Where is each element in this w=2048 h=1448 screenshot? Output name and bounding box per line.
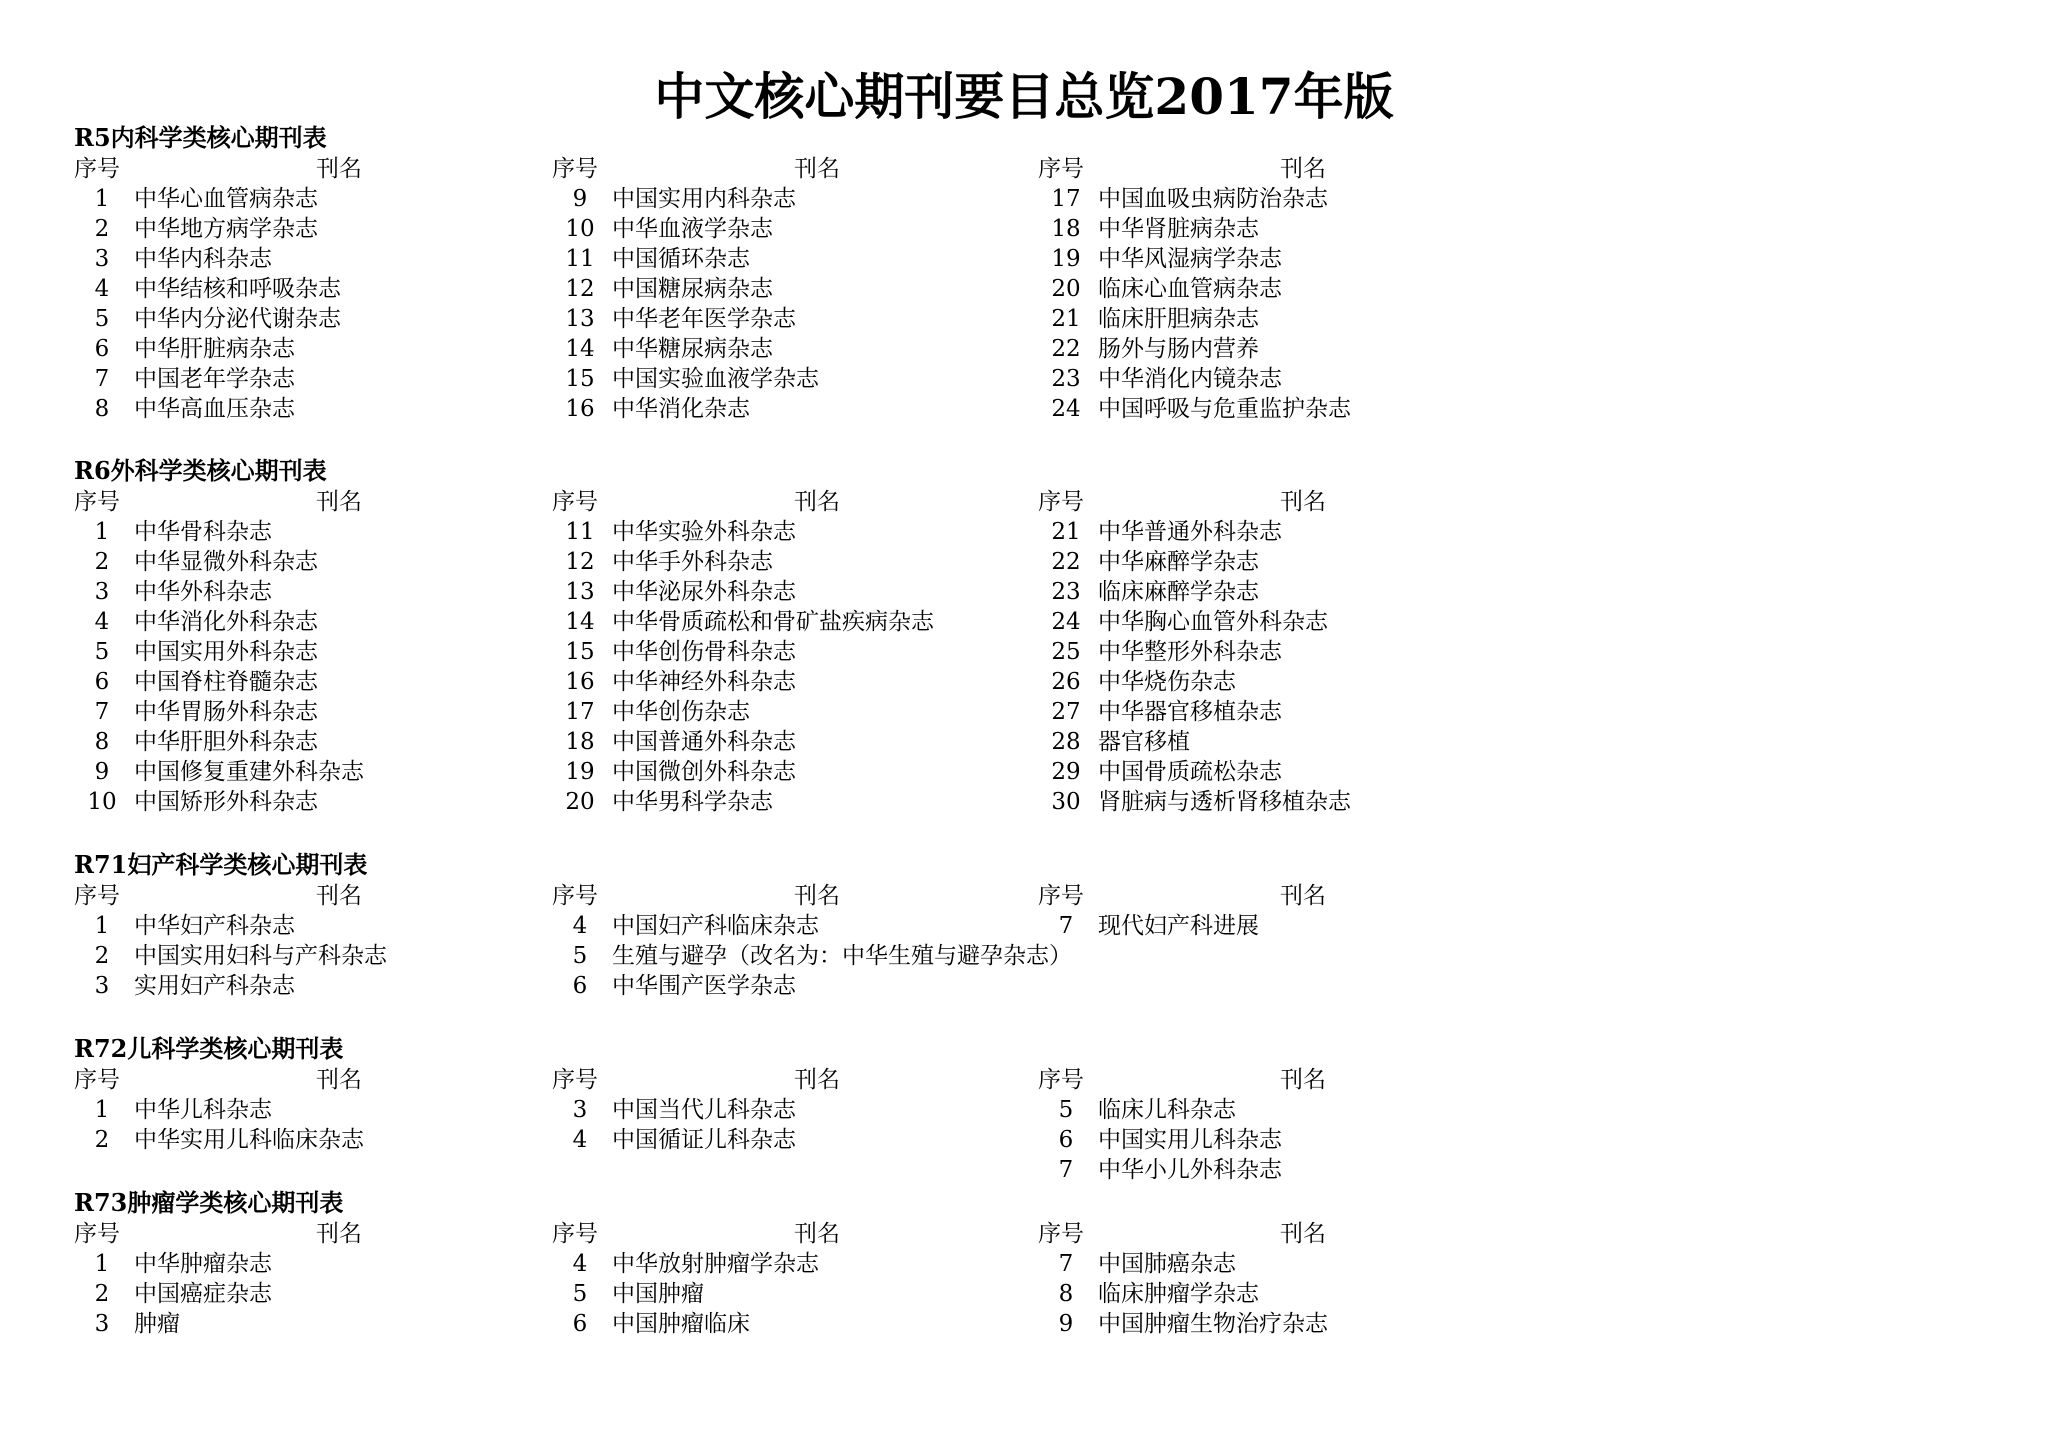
- journal-name: 中华老年医学杂志: [612, 306, 796, 332]
- journal-name: 中华地方病学杂志: [134, 216, 318, 242]
- table-row: [74, 787, 1474, 817]
- header-name: 刊名: [1280, 883, 1326, 909]
- journal-name: 中华内科杂志: [134, 246, 272, 272]
- journal-name: 中华肿瘤杂志: [134, 1251, 272, 1277]
- section: [74, 1033, 1474, 1185]
- journal-number: 22: [1051, 336, 1081, 362]
- journal-name: 中华肝胆外科杂志: [134, 729, 318, 755]
- journal-number: 7: [1058, 913, 1074, 939]
- journal-number: 23: [1051, 579, 1081, 605]
- journal-name: 中华心血管病杂志: [134, 186, 318, 212]
- header-seq: 序号: [74, 156, 120, 182]
- journal-name: 中国脊柱脊髓杂志: [134, 669, 318, 695]
- journal-number: 9: [572, 186, 588, 212]
- journal-number: 10: [87, 789, 117, 815]
- journal-number: 2: [94, 216, 110, 242]
- table-row: [74, 394, 1474, 424]
- journal-number: 24: [1051, 609, 1081, 635]
- table-row: [74, 911, 1474, 941]
- journal-name: 中华麻醉学杂志: [1098, 549, 1259, 575]
- journal-number: 8: [94, 396, 110, 422]
- header-name: 刊名: [794, 1221, 840, 1247]
- table-row: [74, 244, 1474, 274]
- journal-name: 临床肿瘤学杂志: [1098, 1281, 1259, 1307]
- journal-name: 中国肺癌杂志: [1098, 1251, 1236, 1277]
- journal-number: 4: [572, 1251, 588, 1277]
- journal-number: 19: [565, 759, 595, 785]
- journal-name: 中国实用内科杂志: [612, 186, 796, 212]
- journal-name: 中国肿瘤临床: [612, 1311, 750, 1337]
- journal-number: 3: [94, 1311, 110, 1337]
- journal-name: 中华烧伤杂志: [1098, 669, 1236, 695]
- journal-name: 中华创伤骨科杂志: [612, 639, 796, 665]
- journal-number: 2: [94, 943, 110, 969]
- journal-number: 24: [1051, 396, 1081, 422]
- header-row: [74, 1219, 1474, 1249]
- journal-name: 中华神经外科杂志: [612, 669, 796, 695]
- journal-name: 中华儿科杂志: [134, 1097, 272, 1123]
- journal-name: 中华消化外科杂志: [134, 609, 318, 635]
- journal-name: 实用妇产科杂志: [134, 973, 295, 999]
- journal-name: 中华内分泌代谢杂志: [134, 306, 341, 332]
- header-seq: 序号: [552, 1221, 598, 1247]
- table-row: [74, 697, 1474, 727]
- journal-name: 肿瘤: [134, 1311, 180, 1337]
- table-row: [74, 637, 1474, 667]
- journal-number: 3: [94, 579, 110, 605]
- header-seq: 序号: [74, 1221, 120, 1247]
- journal-number: 1: [94, 186, 110, 212]
- journal-number: 23: [1051, 366, 1081, 392]
- journal-number: 2: [94, 1127, 110, 1153]
- table-row: [74, 184, 1474, 214]
- journal-number: 9: [94, 759, 110, 785]
- journal-name: 中国修复重建外科杂志: [134, 759, 364, 785]
- journal-name: 临床心血管病杂志: [1098, 276, 1282, 302]
- header-name: 刊名: [1280, 156, 1326, 182]
- journal-number: 1: [94, 519, 110, 545]
- header-row: [74, 881, 1474, 911]
- journal-number: 27: [1051, 699, 1081, 725]
- journal-name: 中国糖尿病杂志: [612, 276, 773, 302]
- header-seq: 序号: [74, 1067, 120, 1093]
- journal-name: 中国呼吸与危重监护杂志: [1098, 396, 1351, 422]
- header-seq: 序号: [1038, 156, 1084, 182]
- table-row: [74, 214, 1474, 244]
- journal-name: 中华风湿病学杂志: [1098, 246, 1282, 272]
- journal-number: 15: [565, 639, 595, 665]
- header-seq: 序号: [1038, 883, 1084, 909]
- table-row: [74, 607, 1474, 637]
- journal-name: 中华肝脏病杂志: [134, 336, 295, 362]
- journal-number: 12: [565, 276, 595, 302]
- journal-name: 中国实验血液学杂志: [612, 366, 819, 392]
- journal-number: 1: [94, 1251, 110, 1277]
- header-name: 刊名: [316, 1221, 362, 1247]
- section: [74, 1187, 1474, 1339]
- header-seq: 序号: [1038, 489, 1084, 515]
- header-seq: 序号: [552, 489, 598, 515]
- header-seq: 序号: [552, 1067, 598, 1093]
- table-row: [74, 941, 1474, 971]
- table-row: [74, 1155, 1474, 1185]
- journal-name: 肠外与肠内营养: [1098, 336, 1259, 362]
- header-row: [74, 1065, 1474, 1095]
- section: [74, 849, 1474, 1001]
- header-row: [74, 154, 1474, 184]
- journal-number: 13: [565, 306, 595, 332]
- journal-name: 中华消化杂志: [612, 396, 750, 422]
- journal-number: 4: [94, 609, 110, 635]
- journal-name: 中华实验外科杂志: [612, 519, 796, 545]
- header-name: 刊名: [316, 883, 362, 909]
- journal-name: 中华外科杂志: [134, 579, 272, 605]
- header-name: 刊名: [316, 1067, 362, 1093]
- journal-name: 中华骨质疏松和骨矿盐疾病杂志: [612, 609, 934, 635]
- journal-name: 中国矫形外科杂志: [134, 789, 318, 815]
- journal-name: 中华整形外科杂志: [1098, 639, 1282, 665]
- journal-number: 5: [572, 943, 588, 969]
- journal-name: 中华胃肠外科杂志: [134, 699, 318, 725]
- journal-name: 中华骨科杂志: [134, 519, 272, 545]
- table-row: [74, 577, 1474, 607]
- journal-name: 中国微创外科杂志: [612, 759, 796, 785]
- header-seq: 序号: [552, 883, 598, 909]
- header-name: 刊名: [1280, 489, 1326, 515]
- journal-name: 中华创伤杂志: [612, 699, 750, 725]
- journal-name: 器官移植: [1098, 729, 1190, 755]
- journal-name: 中国实用外科杂志: [134, 639, 318, 665]
- journal-number: 5: [94, 306, 110, 332]
- table-row: [74, 667, 1474, 697]
- header-name: 刊名: [794, 489, 840, 515]
- journal-number: 3: [94, 973, 110, 999]
- journal-number: 2: [94, 1281, 110, 1307]
- table-row: [74, 1279, 1474, 1309]
- section-title: R6外科学类核心期刊表: [74, 456, 327, 485]
- table-row: [74, 971, 1474, 1001]
- journal-number: 8: [94, 729, 110, 755]
- journal-name: 中国循证儿科杂志: [612, 1127, 796, 1153]
- table-row: [74, 547, 1474, 577]
- journal-number: 7: [1058, 1251, 1074, 1277]
- header-seq: 序号: [1038, 1221, 1084, 1247]
- header-name: 刊名: [794, 156, 840, 182]
- journal-number: 20: [565, 789, 595, 815]
- header-name: 刊名: [316, 489, 362, 515]
- page-title: 中文核心期刊要目总览2017年版: [654, 67, 1394, 126]
- section: [74, 122, 1474, 424]
- journal-number: 7: [94, 366, 110, 392]
- journal-number: 8: [1058, 1281, 1074, 1307]
- header-row: [74, 487, 1474, 517]
- journal-name: 中华显微外科杂志: [134, 549, 318, 575]
- journal-number: 21: [1051, 306, 1081, 332]
- journal-number: 1: [94, 913, 110, 939]
- journal-name: 中华围产医学杂志: [612, 973, 796, 999]
- journal-number: 18: [565, 729, 595, 755]
- table-row: [74, 1249, 1474, 1279]
- journal-name: 中华器官移植杂志: [1098, 699, 1282, 725]
- journal-number: 16: [565, 669, 595, 695]
- journal-number: 7: [94, 699, 110, 725]
- journal-number: 26: [1051, 669, 1081, 695]
- section: [74, 455, 1474, 817]
- journal-number: 9: [1058, 1311, 1074, 1337]
- journal-number: 14: [565, 336, 595, 362]
- journal-number: 11: [565, 519, 595, 545]
- journal-number: 29: [1051, 759, 1081, 785]
- journal-number: 13: [565, 579, 595, 605]
- journal-name: 中国老年学杂志: [134, 366, 295, 392]
- table-row: [74, 757, 1474, 787]
- journal-name: 中华手外科杂志: [612, 549, 773, 575]
- journal-name: 中华结核和呼吸杂志: [134, 276, 341, 302]
- journal-number: 30: [1051, 789, 1081, 815]
- journal-number: 3: [572, 1097, 588, 1123]
- journal-number: 7: [1058, 1157, 1074, 1183]
- journal-name: 中华普通外科杂志: [1098, 519, 1282, 545]
- journal-number: 12: [565, 549, 595, 575]
- header-name: 刊名: [1280, 1067, 1326, 1093]
- journal-name: 中国血吸虫病防治杂志: [1098, 186, 1328, 212]
- journal-number: 1: [94, 1097, 110, 1123]
- table-row: [74, 517, 1474, 547]
- journal-number: 18: [1051, 216, 1081, 242]
- header-name: 刊名: [1280, 1221, 1326, 1247]
- journal-number: 6: [94, 669, 110, 695]
- table-row: [74, 364, 1474, 394]
- journal-number: 21: [1051, 519, 1081, 545]
- table-row: [74, 304, 1474, 334]
- journal-name: 中华肾脏病杂志: [1098, 216, 1259, 242]
- journal-name: 中华消化内镜杂志: [1098, 366, 1282, 392]
- header-seq: 序号: [74, 883, 120, 909]
- journal-number: 3: [94, 246, 110, 272]
- header-seq: 序号: [552, 156, 598, 182]
- section-title: R5内科学类核心期刊表: [74, 123, 327, 152]
- journal-number: 6: [572, 973, 588, 999]
- journal-name: 临床麻醉学杂志: [1098, 579, 1259, 605]
- journal-number: 2: [94, 549, 110, 575]
- journal-number: 16: [565, 396, 595, 422]
- table-row: [74, 1095, 1474, 1125]
- journal-number: 15: [565, 366, 595, 392]
- journal-number: 4: [572, 913, 588, 939]
- journal-number: 14: [565, 609, 595, 635]
- journal-number: 19: [1051, 246, 1081, 272]
- journal-number: 6: [572, 1311, 588, 1337]
- journal-number: 11: [565, 246, 595, 272]
- journal-number: 22: [1051, 549, 1081, 575]
- journal-name: 中国普通外科杂志: [612, 729, 796, 755]
- header-name: 刊名: [794, 883, 840, 909]
- journal-number: 4: [94, 276, 110, 302]
- journal-number: 6: [1058, 1127, 1074, 1153]
- journal-name: 中华胸心血管外科杂志: [1098, 609, 1328, 635]
- journal-number: 4: [572, 1127, 588, 1153]
- table-row: [74, 727, 1474, 757]
- journal-name: 中华血液学杂志: [612, 216, 773, 242]
- journal-name: 中国癌症杂志: [134, 1281, 272, 1307]
- journal-name: 临床儿科杂志: [1098, 1097, 1236, 1123]
- header-seq: 序号: [74, 489, 120, 515]
- journal-name: 中国妇产科临床杂志: [612, 913, 819, 939]
- journal-number: 28: [1051, 729, 1081, 755]
- table-row: [74, 1125, 1474, 1155]
- journal-name: 中华放射肿瘤学杂志: [612, 1251, 819, 1277]
- journal-name: 中华实用儿科临床杂志: [134, 1127, 364, 1153]
- journal-name: 中国肿瘤: [612, 1281, 704, 1307]
- journal-number: 6: [94, 336, 110, 362]
- journal-number: 20: [1051, 276, 1081, 302]
- header-seq: 序号: [1038, 1067, 1084, 1093]
- journal-name: 现代妇产科进展: [1098, 913, 1259, 939]
- journal-number: 5: [94, 639, 110, 665]
- journal-name: 中华小儿外科杂志: [1098, 1157, 1282, 1183]
- table-row: [74, 274, 1474, 304]
- journal-number: 17: [565, 699, 595, 725]
- journal-name: 中华男科学杂志: [612, 789, 773, 815]
- journal-name: 中华妇产科杂志: [134, 913, 295, 939]
- journal-name: 生殖与避孕（改名为：中华生殖与避孕杂志）: [612, 943, 1072, 969]
- journal-number: 5: [572, 1281, 588, 1307]
- header-name: 刊名: [794, 1067, 840, 1093]
- journal-name: 中华高血压杂志: [134, 396, 295, 422]
- journal-name: 中国当代儿科杂志: [612, 1097, 796, 1123]
- table-row: [74, 1309, 1474, 1339]
- journal-name: 中国肿瘤生物治疗杂志: [1098, 1311, 1328, 1337]
- journal-number: 5: [1058, 1097, 1074, 1123]
- journal-name: 中华泌尿外科杂志: [612, 579, 796, 605]
- journal-name: 临床肝胆病杂志: [1098, 306, 1259, 332]
- table-row: [74, 334, 1474, 364]
- section-title: R73肿瘤学类核心期刊表: [74, 1188, 344, 1217]
- section-title: R72儿科学类核心期刊表: [74, 1034, 344, 1063]
- journal-name: 中国骨质疏松杂志: [1098, 759, 1282, 785]
- journal-name: 肾脏病与透析肾移植杂志: [1098, 789, 1351, 815]
- journal-name: 中国循环杂志: [612, 246, 750, 272]
- journal-number: 10: [565, 216, 595, 242]
- header-name: 刊名: [316, 156, 362, 182]
- journal-name: 中华糖尿病杂志: [612, 336, 773, 362]
- section-title: R71妇产科学类核心期刊表: [74, 850, 368, 879]
- journal-number: 25: [1051, 639, 1081, 665]
- journal-number: 17: [1051, 186, 1081, 212]
- journal-name: 中国实用儿科杂志: [1098, 1127, 1282, 1153]
- journal-name: 中国实用妇科与产科杂志: [134, 943, 387, 969]
